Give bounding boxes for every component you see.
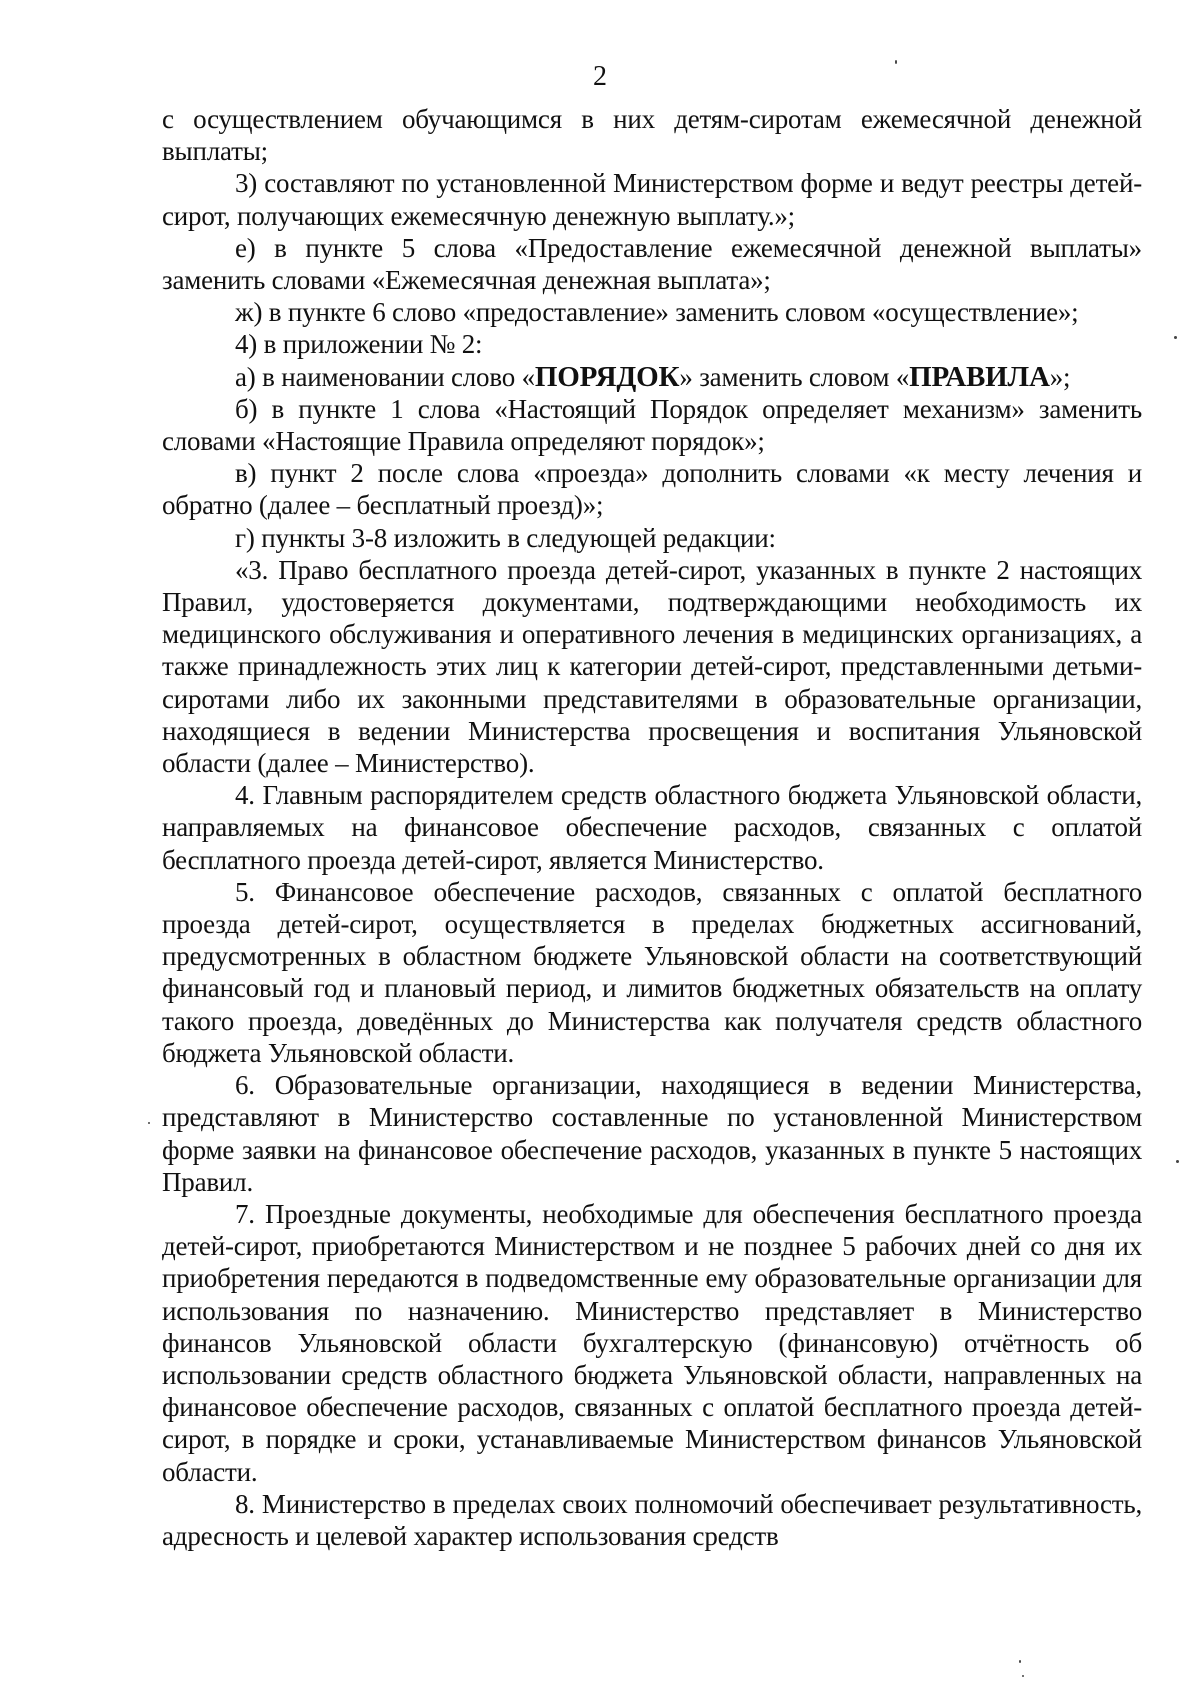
page-number: 2 — [593, 61, 607, 92]
text-segment: » заменить словом « — [679, 361, 910, 392]
paragraph-item-4: 4) в приложении № 2: — [235, 329, 483, 360]
paragraph-point-7: 7. Проездные документы, необходимые для обеспечения бесплатного проезда детей-сирот, приобретаются Министерством и не позднее 5 рабочих дней со дня их приобретения передаются в подведомственные ему образовательные организации для использования по назначению. Министерство представляет в Министерство финансов Ульяновской области бухгалтерскую (финансовую) отчётность об использовании средств областного бюджета Ульяновской области, направленных на финансовое обеспечение расходов, связанных с оплатой бесплатного проезда детей-сирот, в порядке и сроки, устанавливаемые Министерством финансов Ульяновской области. — [162, 1198, 1142, 1487]
bold-term-poryadok: ПОРЯДОК — [534, 360, 680, 393]
paragraph-item-3: 3) составляют по установленной Министерством форме и ведут реестры детей-сирот, получающих ежемесячную денежную выплату.»; — [162, 168, 1142, 231]
paragraph-item-b: б) в пункте 1 слова «Настоящий Порядок определяет механизм» заменить словами «Настоящие Правила определяют порядок»; — [162, 393, 1142, 457]
text-segment: »; — [1049, 361, 1071, 392]
paragraph-item-v: в) пункт 2 после слова «проезда» дополнить словами «к месту лечения и обратно (далее – бесплатный проезд)»; — [162, 458, 1142, 521]
paragraph-point-4: 4. Главным распорядителем средств областного бюджета Ульяновской области, направляемых на финансовое обеспечение расходов, связанных с оплатой бесплатного проезда детей-сирот, является Министерство. — [162, 780, 1142, 875]
scan-speck — [1176, 1160, 1179, 1163]
scan-speck — [1174, 336, 1177, 339]
bold-term-pravila: ПРАВИЛА — [909, 360, 1050, 393]
scan-speck — [895, 60, 897, 64]
paragraph-point-5: 5. Финансовое обеспечение расходов, связанных с оплатой бесплатного проезда детей-сирот, осуществляется в пределах бюджетных ассигнований, предусмотренных в областном бюджете Ульяновской области на соответствующий финансовый год и плановый период, и лимитов бюджетных обязательств на оплату такого проезда, доведённых до Министерства как получателя средств областного бюджета Ульяновской области. — [162, 876, 1142, 1068]
text-segment: а) в наименовании слово « — [235, 361, 535, 392]
paragraph-item-zh: ж) в пункте 6 слово «предоставление» заменить словом «осуществление»; — [235, 297, 1079, 328]
paragraph-item-g: г) пункты 3-8 изложить в следующей редакции: — [235, 522, 776, 553]
paragraph-point-6: 6. Образовательные организации, находящиеся в ведении Министерства, представляют в Министерство составленные по установленной Министерством форме заявки на финансовое обеспечение расходов, указанных в пункте 5 настоящих Правил. — [162, 1070, 1142, 1197]
document-body — [162, 103, 1142, 1552]
paragraph-point-8: 8. Министерство в пределах своих полномочий обеспечивает результативность, адресность и целевой характер использования средств — [162, 1488, 1142, 1551]
scan-speck — [148, 1122, 150, 1124]
paragraph-continuation: с осуществлением обучающимся в них детям-сиротам ежемесячной денежной выплаты; — [162, 104, 1142, 167]
scan-speck — [1022, 1675, 1024, 1677]
paragraph-item-a — [162, 361, 1142, 393]
scan-speck — [1019, 1660, 1021, 1663]
paragraph-point-3: «3. Право бесплатного проезда детей-сирот, указанных в пункте 2 настоящих Правил, удостоверяется документами, подтверждающими необходимость их медицинского обслуживания и оперативного лечения в медицинских организациях, а также принадлежность этих лиц к категории детей-сирот, представленными детьми-сиротами либо их законными представителями в образовательные организации, находящиеся в ведении Министерства просвещения и воспитания Ульяновской области (далее – Министерство). — [162, 554, 1142, 779]
paragraph-item-e: е) в пункте 5 слова «Предоставление ежемесячной денежной выплаты» заменить словами «Ежемесячная денежная выплата»; — [162, 232, 1142, 296]
